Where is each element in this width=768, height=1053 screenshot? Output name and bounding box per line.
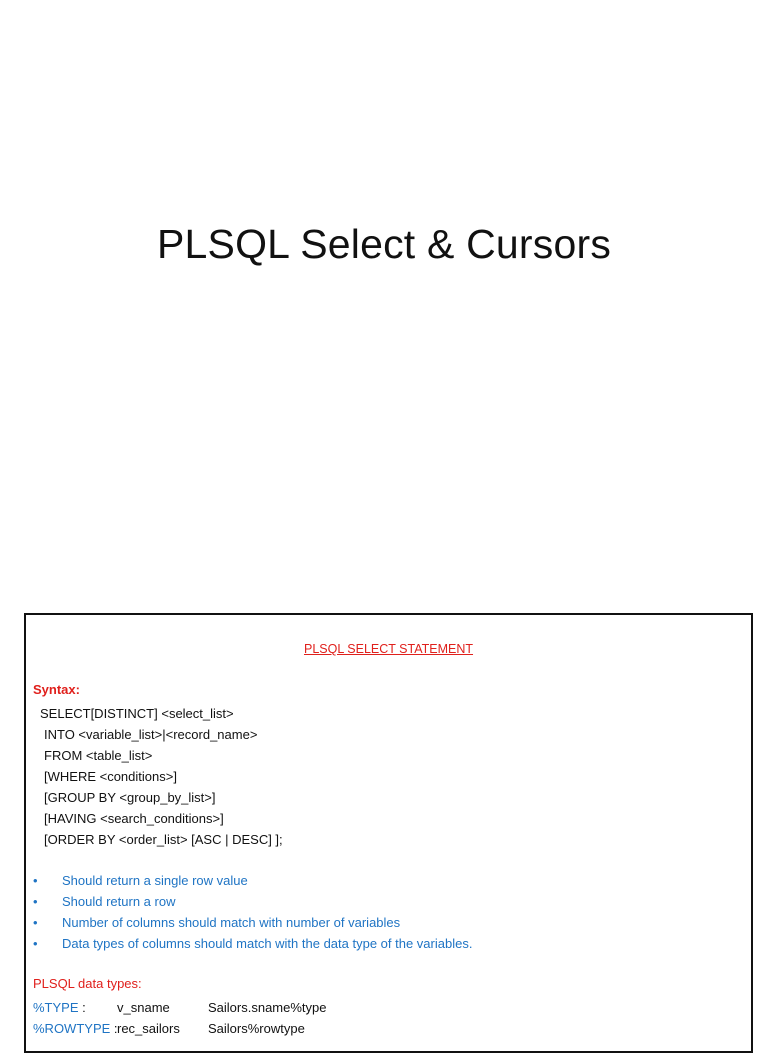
- bullet-text: Should return a single row value: [62, 873, 248, 888]
- type-separator: :: [110, 1021, 118, 1036]
- syntax-line: [HAVING <search_conditions>]: [44, 811, 224, 826]
- type-name: %ROWTYPE: [33, 1021, 111, 1036]
- bullet-icon: •: [33, 894, 38, 909]
- data-types-label: PLSQL data types:: [33, 976, 142, 991]
- type-reference: Sailors.sname%type: [208, 1000, 327, 1015]
- type-variable: rec_sailors: [117, 1021, 180, 1036]
- bullet-item: [33, 891, 472, 912]
- type-name: %TYPE: [33, 1000, 79, 1015]
- slide-title: PLSQL Select & Cursors: [156, 221, 612, 267]
- bullet-icon: •: [33, 873, 38, 888]
- type-reference: Sailors%rowtype: [208, 1021, 305, 1036]
- bullet-item: [33, 912, 472, 933]
- bullet-text: Data types of columns should match with the data type of the variables.: [62, 936, 473, 951]
- type-row-rowtype: [33, 1018, 305, 1039]
- bullet-item: [33, 870, 472, 891]
- syntax-line: [WHERE <conditions>]: [44, 769, 177, 784]
- syntax-line: [ORDER BY <order_list> [ASC | DESC] ];: [44, 832, 283, 847]
- bullet-icon: •: [33, 915, 38, 930]
- bullet-icon: •: [33, 936, 38, 951]
- bullet-text: Number of columns should match with number of variables: [62, 915, 401, 930]
- bullet-item: [33, 933, 472, 954]
- section-heading: PLSQL SELECT STATEMENT: [303, 642, 474, 656]
- syntax-line: [GROUP BY <group_by_list>]: [44, 790, 216, 805]
- bullet-list: [33, 870, 472, 954]
- content-box: [24, 613, 753, 1053]
- type-separator: :: [78, 1000, 86, 1015]
- syntax-block: [40, 703, 283, 850]
- syntax-line: FROM <table_list>: [44, 748, 153, 763]
- syntax-label: Syntax:: [33, 682, 80, 697]
- type-variable: v_sname: [117, 1000, 170, 1015]
- syntax-line: SELECT[DISTINCT] <select_list>: [40, 706, 234, 721]
- type-row-type: [33, 997, 327, 1018]
- bullet-text: Should return a row: [62, 894, 176, 909]
- syntax-line: INTO <variable_list>|<record_name>: [44, 727, 258, 742]
